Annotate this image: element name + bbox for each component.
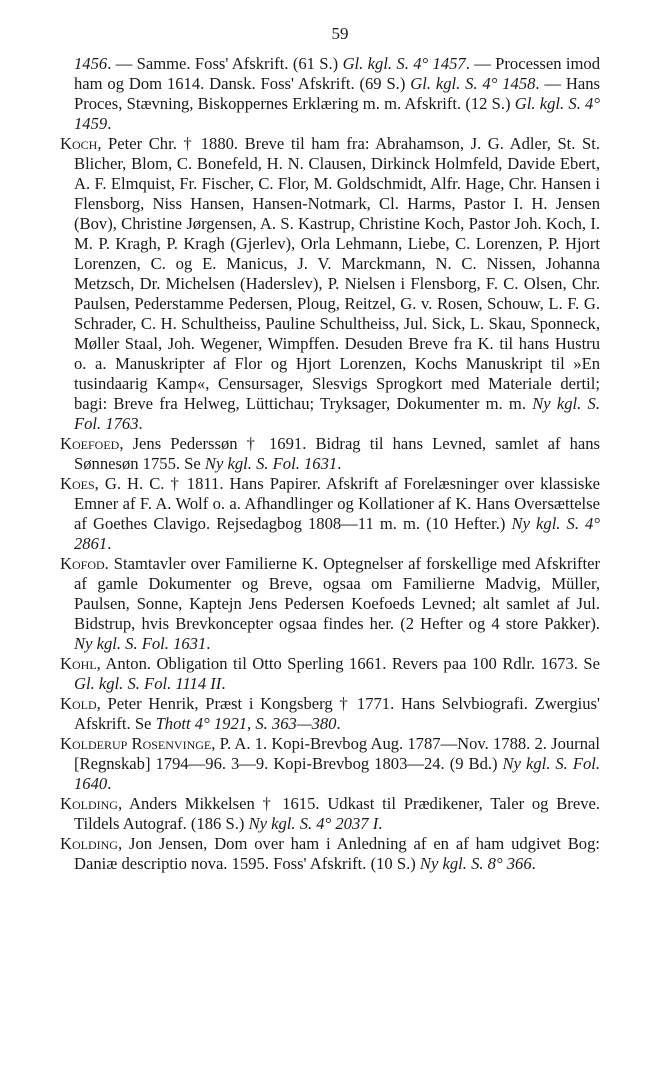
shelfmark: Ny kgl. S. 8° 366: [419, 854, 532, 873]
entry-text: . — Processen imod ham og Dom 1614. Dansk. Foss' Afskrift. (69 S.): [74, 54, 600, 93]
entry-text: .: [107, 534, 112, 553]
entry-text: . — Samme. Foss' Afskrift. (61 S.): [107, 54, 343, 73]
entry-text: , Peter Chr. † 1880. Breve til ham fra: Abrahamson, J. G. Adler, St. St. Blicher, Blom, C. Bonefeld, H. N. Clausen, Dirkinck Holmfeld, Davide Ebert, A. F. Elmquist, Fr. Fischer, C. Flor, M. Goldschmidt, Alfr. Hage, Chr. Hansen i Flensborg, Niss Hansen, Hansen-Notmark, Cl. Harms, Pastor I. H. Jensen (Bov), Christine Jørgensen, A. S. Kastrup, Christine Koch, Pastor Joh. Koch, I. M. P. Kragh, P. Kragh (Gjerlev), Orla Lehmann, Liebe, C. Lorenzen, P. Hjort Lorenzen, C. og E. Manicus, J. V. Marckmann, N. C. Nissen, Johanna Metzsch, Dr. Michelsen (Haderslev), P. Nielsen i Flensborg, F. C. Olsen, Chr. Paulsen, Pederstamme Pedersen, Ploug, Reitzel, G. v. Rosen, Schouw, L. F. G. Schrader, C. H. Schultheiss, Pauline Schultheiss, Jul. Sick, L. Skau, Sponneck, Møller Staal, Joh. Wegener, Wimpffen. Desuden Breve fra K. til hans Hustru o. a. Manuskripter af Flor og Hjort Lorenzen, Kochs Manuskript til »En tusindaarig Kamp«, Censursager, Slesvigs Sprogkort med Materiale dertil; bagi: Breve fra Helweg, Lüttichau; Tryksager, Dokumenter m. m.: [74, 134, 600, 413]
entry-text: , Jon Jensen, Dom over ham i Anledning af en af ham udgivet Bog: Daniæ descriptio nova. 1595. Foss' Afskrift. (10 S.): [74, 834, 600, 873]
entry-text: , Peter Henrik, Præst i Kongsberg † 1771. Hans Selvbiografi. Zwergius' Afskrift. Se: [74, 694, 600, 733]
entry-text: .: [336, 714, 341, 733]
register-entry: [60, 434, 600, 474]
shelfmark: Ny kgl. S. Fol. 1631: [74, 634, 207, 653]
shelfmark: Ny kgl. S. Fol. 1631: [204, 454, 338, 473]
entry-headword: Koefoed: [60, 434, 120, 453]
entry-headword: Koes: [60, 474, 95, 493]
entry-headword: Kolderup Rosenvinge: [60, 734, 212, 753]
shelfmark: Gl. kgl. S. 4° 1458: [410, 74, 536, 93]
entry-headword: Kolding: [60, 794, 118, 813]
register-entry: [60, 474, 600, 554]
register-entries: [60, 54, 600, 874]
register-entry: [60, 654, 600, 694]
entry-headword: Kolding: [60, 834, 118, 853]
entry-text: .: [107, 114, 112, 133]
entry-headword: Kohl: [60, 654, 97, 673]
shelfmark: Gl. kgl. S. 4° 1459: [74, 94, 600, 133]
register-entry: [60, 794, 600, 834]
shelfmark: Ny kgl. S. 4° 2861: [74, 514, 600, 553]
entry-text: .: [531, 854, 536, 873]
register-entry: [60, 554, 600, 654]
entry-text: , G. H. C. † 1811. Hans Papirer. Afskrift af Forelæsninger over klassiske Emner af F. A. Wolf o. a. Afhandlinger og Kollationer af K. Hans Oversættelse af Goethes Clavigo. Rejsedagbog 1808—11 m. m. (10 Hefter.): [74, 474, 600, 533]
shelfmark: Thott 4° 1921, S. 363—380: [155, 714, 337, 733]
register-entry: [60, 694, 600, 734]
document-page: [60, 24, 600, 874]
entry-continuation: [60, 54, 600, 134]
shelfmark: Gl. kgl. S. 4° 1457: [342, 54, 466, 73]
shelfmark: Ny kgl. S. Fol. 1763: [74, 394, 600, 433]
shelfmark: Gl. kgl. S. Fol. 1114 II: [74, 674, 222, 693]
entry-headword: Kold: [60, 694, 97, 713]
entry-text: .: [337, 454, 342, 473]
entry-text: . — Hans Proces, Stævning, Biskoppernes Erklæring m. m. Afskrift. (12 S.): [74, 74, 600, 113]
entry-headword: Koch: [60, 134, 98, 153]
entry-text: , P. A. 1. Kopi-Brevbog Aug. 1787—Nov. 1788. 2. Journal [Regnskab] 1794—96. 3—9. Kopi-Brevbog 1803—24. (9 Bd.): [74, 734, 600, 773]
entry-text: , Jens Pederssøn † 1691. Bidrag til hans Levned, samlet af hans Sønnesøn 1755. Se: [74, 434, 600, 473]
entry-text: .: [221, 674, 226, 693]
entry-headword: Kofod: [60, 554, 105, 573]
entry-text: .: [107, 774, 112, 793]
register-entry: [60, 834, 600, 874]
entry-text: , Anton. Obligation til Otto Sperling 1661. Revers paa 100 Rdlr. 1673. Se: [96, 654, 600, 673]
page-number: 59: [331, 24, 349, 43]
shelfmark: Ny kgl. S. Fol. 1640: [74, 754, 601, 793]
register-entry: [60, 134, 600, 434]
entry-text: .: [378, 814, 383, 833]
entry-text: , Anders Mikkelsen † 1615. Udkast til Prædikener, Taler og Breve. Tildels Autograf. (186 S.): [74, 794, 600, 833]
entry-text: .: [206, 634, 211, 653]
shelfmark: 1456: [74, 54, 108, 73]
entry-text: .: [138, 414, 143, 433]
register-entry: [60, 734, 600, 794]
shelfmark: Ny kgl. S. 4° 2037 I: [248, 814, 379, 833]
entry-text: . Stamtavler over Familierne K. Optegnelser af forskellige med Afskrifter af gamle Dokumenter og Breve, ogsaa om Familierne Madvig, Müller, Paulsen, Sonne, Kaptejn Jens Pedersen Koefoeds Levned; alt samlet af Jul. Bidstrup, hvis Brevkoncepter ogsaa findes her. (2 Hefter og 4 store Pakker).: [74, 554, 600, 633]
